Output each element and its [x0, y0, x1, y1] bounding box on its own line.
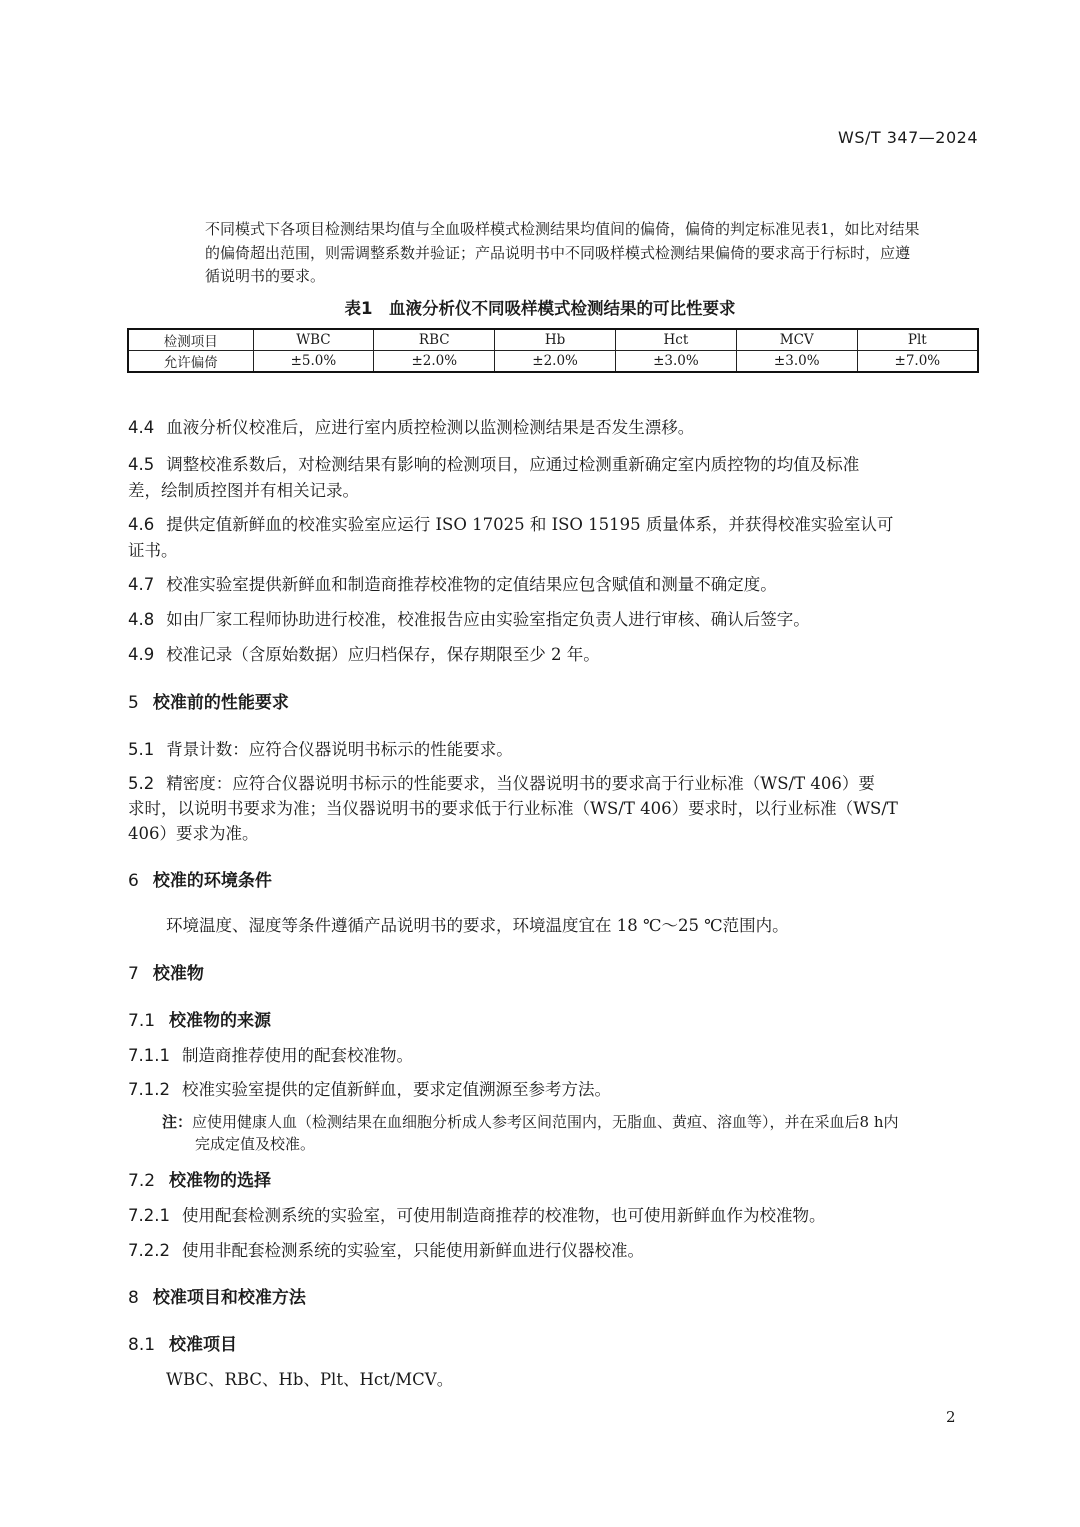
clause-number: 5.2: [128, 774, 155, 793]
note: [162, 1111, 1014, 1132]
section-title: 校准物的来源: [169, 1011, 272, 1031]
section-number: 5: [128, 693, 139, 713]
table-header-cell: Plt: [857, 329, 978, 351]
clause-text: 血液分析仪校准后，应进行室内质控检测以监测检测结果是否发生漂移。: [166, 418, 695, 437]
clause-number: 7.2.2: [128, 1241, 170, 1260]
clause-number: 4.4: [128, 418, 155, 437]
table-caption: 表1 血液分析仪不同吸样模式检测结果的可比性要求: [344, 299, 736, 318]
table-cell: ±2.0%: [374, 351, 495, 373]
section-heading-7-1: [128, 1006, 271, 1031]
clause-4-9: [128, 641, 980, 665]
clause-text: 校准记录（含原始数据）应归档保存，保存期限至少 2 年。: [166, 645, 600, 664]
table-cell: ±3.0%: [736, 351, 857, 373]
clause-4-5: [128, 451, 980, 475]
section-title: 校准项目和校准方法: [152, 1288, 306, 1308]
table-header-cell: RBC: [374, 329, 495, 351]
section-heading-6: [128, 866, 272, 891]
note-label: 注：: [162, 1113, 193, 1131]
clause-number: 4.8: [128, 610, 155, 629]
section-title: 校准项目: [169, 1335, 238, 1355]
table-header-cell: WBC: [253, 329, 374, 351]
clause-4-4: [128, 414, 980, 438]
section-number: 6: [128, 871, 139, 891]
clause-4-5-cont: 差，绘制质控图并有相关记录。: [128, 481, 359, 500]
clause-5-2: [128, 770, 980, 794]
clause-text: 使用配套检测系统的实验室，可使用制造商推荐的校准物，也可使用新鲜血作为校准物。: [181, 1206, 826, 1225]
intro-line-2: 的偏倚超出范围，则需调整系数并验证；产品说明书中不同吸样模式检测结果偏倚的要求高于行标时，应遵: [205, 244, 911, 262]
table-cell: ±7.0%: [857, 351, 978, 373]
comparability-table: [127, 328, 979, 373]
section-number: 8: [128, 1288, 139, 1308]
table-header-cell: Hb: [495, 329, 616, 351]
clause-text: 校准实验室提供新鲜血和制造商推荐校准物的定值结果应包含赋值和测量不确定度。: [166, 575, 777, 594]
clause-number: 7.1.2: [128, 1080, 170, 1099]
section-heading-8-1: [128, 1330, 237, 1355]
table-row: [128, 351, 978, 373]
clause-7-1-1: [128, 1042, 980, 1066]
clause-number: 4.6: [128, 515, 155, 534]
table-header-cell: 检测项目: [128, 329, 253, 351]
table-cell: 允许偏倚: [128, 351, 253, 373]
section-title: 校准前的性能要求: [152, 693, 289, 713]
clause-text: 提供定值新鲜血的校准实验室应运行 ISO 17025 和 ISO 15195 质量体系，并获得校准实验室认可: [166, 515, 894, 534]
clause-text: 使用非配套检测系统的实验室，只能使用新鲜血进行仪器校准。: [181, 1241, 644, 1260]
clause-5-1: [128, 736, 980, 760]
clause-4-6: [128, 511, 980, 535]
page-number: 2: [946, 1408, 956, 1426]
clause-5-2-cont-1: 求时，以说明书要求为准；当仪器说明书的要求低于行业标准（WS/T 406）要求时，以行业标准（WS/T: [128, 799, 898, 818]
clause-4-6-cont: 证书。: [128, 541, 178, 560]
section-title: 校准物的选择: [169, 1171, 272, 1191]
section-title: 校准的环境条件: [152, 871, 272, 891]
clause-5-2-cont-2: 406）要求为准。: [128, 824, 259, 843]
clause-text: 校准实验室提供的定值新鲜血，要求定值溯源至参考方法。: [181, 1080, 611, 1099]
section-title: 校准物: [152, 964, 204, 984]
table-cell: ±3.0%: [615, 351, 736, 373]
note-cont: 完成定值及校准。: [195, 1135, 316, 1153]
clause-7-2-2: [128, 1237, 980, 1261]
section-heading-8: [128, 1283, 306, 1308]
section-heading-7: [128, 959, 204, 984]
section-number: 7.2: [128, 1171, 156, 1191]
table-cell: ±2.0%: [495, 351, 616, 373]
section-6-text: 环境温度、湿度等条件遵循产品说明书的要求，环境温度宜在 18 ℃～25 ℃范围内。: [166, 916, 789, 935]
clause-text: 制造商推荐使用的配套校准物。: [181, 1046, 413, 1065]
clause-number: 7.1.1: [128, 1046, 170, 1065]
section-number: 8.1: [128, 1335, 156, 1355]
clause-7-2-1: [128, 1202, 980, 1226]
clause-number: 4.5: [128, 455, 155, 474]
clause-text: 如由厂家工程师协助进行校准，校准报告应由实验室指定负责人进行审核、确认后签字。: [166, 610, 810, 629]
table-header-cell: Hct: [615, 329, 736, 351]
clause-text: 调整校准系数后，对检测结果有影响的检测项目，应通过检测重新确定室内质控物的均值及标准: [166, 455, 860, 474]
table-cell: ±5.0%: [253, 351, 374, 373]
section-8-1-text: WBC、RBC、Hb、Plt、Hct/MCV。: [166, 1370, 454, 1389]
clause-text: 背景计数：应符合仪器说明书标示的性能要求。: [166, 740, 513, 759]
intro-line-1: 不同模式下各项目检测结果均值与全血吸样模式检测结果均值间的偏倚，偏倚的判定标准见表1，如比对结果: [205, 220, 920, 238]
table-header-cell: MCV: [736, 329, 857, 351]
table-header-row: [128, 329, 978, 351]
clause-number: 4.9: [128, 645, 155, 664]
clause-number: 5.1: [128, 740, 155, 759]
clause-number: 4.7: [128, 575, 155, 594]
document-code: WS/T 347—2024: [838, 128, 978, 147]
clause-4-7: [128, 571, 980, 595]
note-text: 应使用健康人血（检测结果在血细胞分析成人参考区间范围内，无脂血、黄疸、溶血等），并在采血后8 h内: [192, 1113, 899, 1131]
section-number: 7.1: [128, 1011, 156, 1031]
intro-line-3: 循说明书的要求。: [205, 267, 326, 285]
section-heading-7-2: [128, 1166, 271, 1191]
clause-text: 精密度：应符合仪器说明书标示的性能要求，当仪器说明书的要求高于行业标准（WS/T 406）要: [166, 774, 875, 793]
section-heading-5: [128, 688, 289, 713]
clause-4-8: [128, 606, 980, 630]
clause-7-1-2: [128, 1076, 980, 1100]
section-number: 7: [128, 964, 139, 984]
clause-number: 7.2.1: [128, 1206, 170, 1225]
